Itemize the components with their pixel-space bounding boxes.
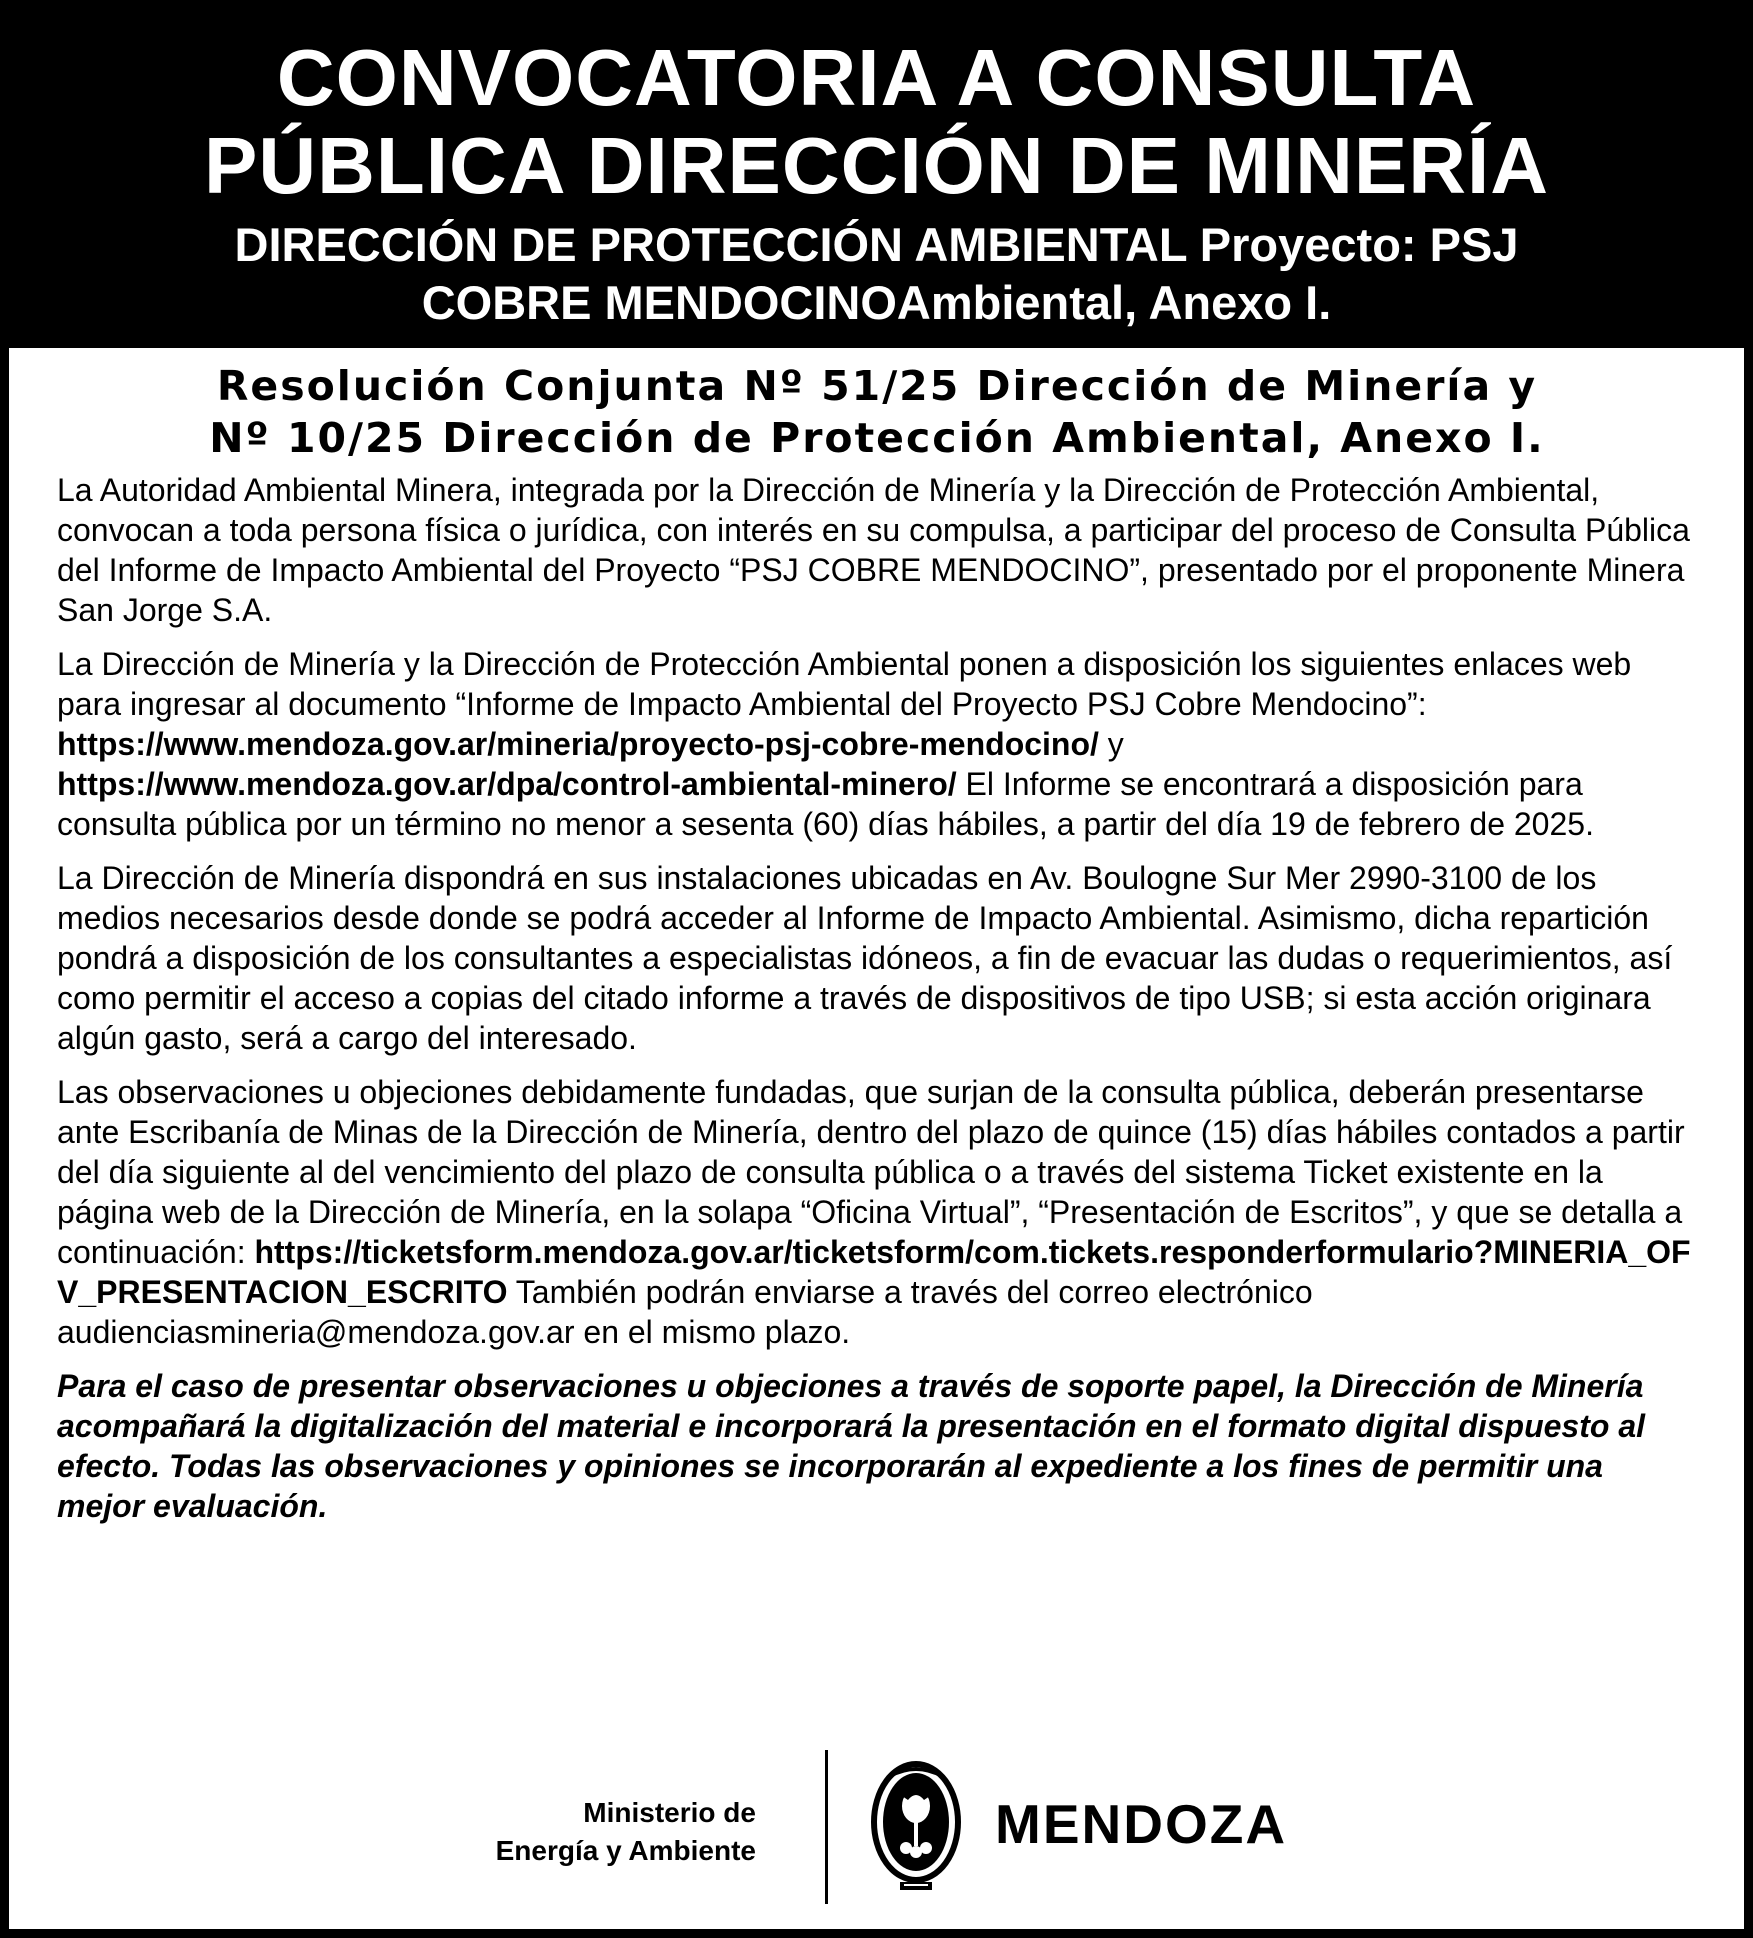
province-name: MENDOZA <box>995 1793 1288 1855</box>
mendoza-coat-of-arms-icon <box>868 1756 964 1896</box>
paragraph-paper-note-text: Para el caso de presentar observaciones u objeciones a través de soporte papel, la Dirección de Minería acompañará la digitalización del material e incorporará la presentación en el formato digital dispuesto al efecto. Todas las observaciones y opiniones se incorporarán al expediente a los fines de permitir una mejor evaluación. <box>57 1368 1645 1524</box>
title-line-1: CONVOCATORIA A CONSULTA <box>276 33 1477 122</box>
notice-title <box>0 0 1753 210</box>
paragraph-convocation-text: La Autoridad Ambiental Minera, integrada por la Dirección de Minería y la Dirección de Protección Ambiental, convocan a toda persona física o jurídica, con interés en su compulsa, a participar del proceso de Consulta Pública del Informe de Impacto Ambiental del Proyecto “PSJ COBRE MENDOCINO”, presentado por el proponente Minera San Jorge S.A. <box>57 472 1690 628</box>
email-link[interactable]: audienciasmineria@mendoza.gov.ar <box>57 1314 575 1350</box>
subtitle-line-2: COBRE MENDOCINOAmbiental, Anexo I. <box>421 276 1332 329</box>
paragraph-objections-intro: Las observaciones u objeciones debidamente fundadas, que surjan de la consulta pública, deberán presentarse ante Escribanía de Minas de la Dirección de Minería, dentro del plazo de quince (15) días hábiles contados a partir del día siguiente al del vencimiento del plazo de consulta pública o a través del sistema Ticket existente en la página web de la Dirección de Minería, en la solapa “Oficina Virtual”, “Presentación de Escritos”, y que se detalla a continuación: <box>57 1074 1685 1270</box>
paragraph-facilities <box>57 858 1697 1058</box>
ministry-line-2: Energía y Ambiente <box>495 1835 756 1866</box>
notice-subtitle <box>0 210 1753 332</box>
link-mineria-project[interactable]: https://www.mendoza.gov.ar/mineria/proyecto-psj-cobre-mendocino/ <box>57 726 1099 762</box>
paragraph-convocation <box>57 470 1697 630</box>
notice-header <box>0 0 1753 348</box>
resolution-heading <box>57 360 1697 464</box>
paragraph-links-intro: La Dirección de Minería y la Dirección de Protección Ambiental ponen a disposición los siguientes enlaces web para ingresar al documento “Informe de Impacto Ambiental del Proyecto PSJ Cobre Mendocino”: <box>57 646 1632 722</box>
notice-content <box>57 360 1697 1540</box>
paragraph-objections-mid: También podrán enviarse a través del correo electrónico <box>507 1274 1313 1310</box>
paragraph-objections-end: en el mismo plazo. <box>574 1314 851 1350</box>
resolution-line-2: Nº 10/25 Dirección de Protección Ambiental, Anexo I. <box>209 414 1545 462</box>
paragraph-objections <box>57 1072 1697 1352</box>
notice-footer <box>0 1750 1753 1905</box>
paragraph-links-connector: y <box>1098 726 1124 762</box>
paragraph-facilities-text: La Dirección de Minería dispondrá en sus instalaciones ubicadas en Av. Boulogne Sur Mer 2990-3100 de los medios necesarios desde donde se podrá acceder al Informe de Impacto Ambiental. Asimismo, dicha repartición pondrá a disposición de los consultantes a especialistas idóneos, a fin de evacuar las dudas o requerimientos, así como permitir el acceso a copias del citado informe a través de dispositivos de tipo USB; si esta acción originara algún gasto, será a cargo del interesado. <box>57 860 1673 1056</box>
title-line-2: PÚBLICA DIRECCIÓN DE MINERÍA <box>203 121 1550 210</box>
paragraph-links <box>57 644 1697 844</box>
subtitle-line-1: DIRECCIÓN DE PROTECCIÓN AMBIENTAL Proyecto: PSJ <box>234 218 1519 271</box>
link-dpa-control[interactable]: https://www.mendoza.gov.ar/dpa/control-ambiental-minero/ <box>57 766 957 802</box>
ministry-line-1: Ministerio de <box>583 1797 756 1828</box>
paragraph-links-end: El Informe se encontrará a disposición para consulta pública por un término no menor a sesenta (60) días hábiles, a partir del día 19 de febrero de 2025. <box>57 766 1594 842</box>
resolution-line-1: Resolución Conjunta Nº 51/25 Dirección de Minería y <box>216 362 1538 410</box>
paragraph-paper-note <box>57 1366 1697 1526</box>
link-ticket-form[interactable]: https://ticketsform.mendoza.gov.ar/ticketsform/com.tickets.responderformulario?MINERIA_OFV_PRESENTACION_ESCRITO <box>57 1234 1691 1310</box>
footer-divider <box>825 1750 828 1904</box>
notice-body <box>57 470 1697 1526</box>
ministry-name <box>496 1794 756 1870</box>
